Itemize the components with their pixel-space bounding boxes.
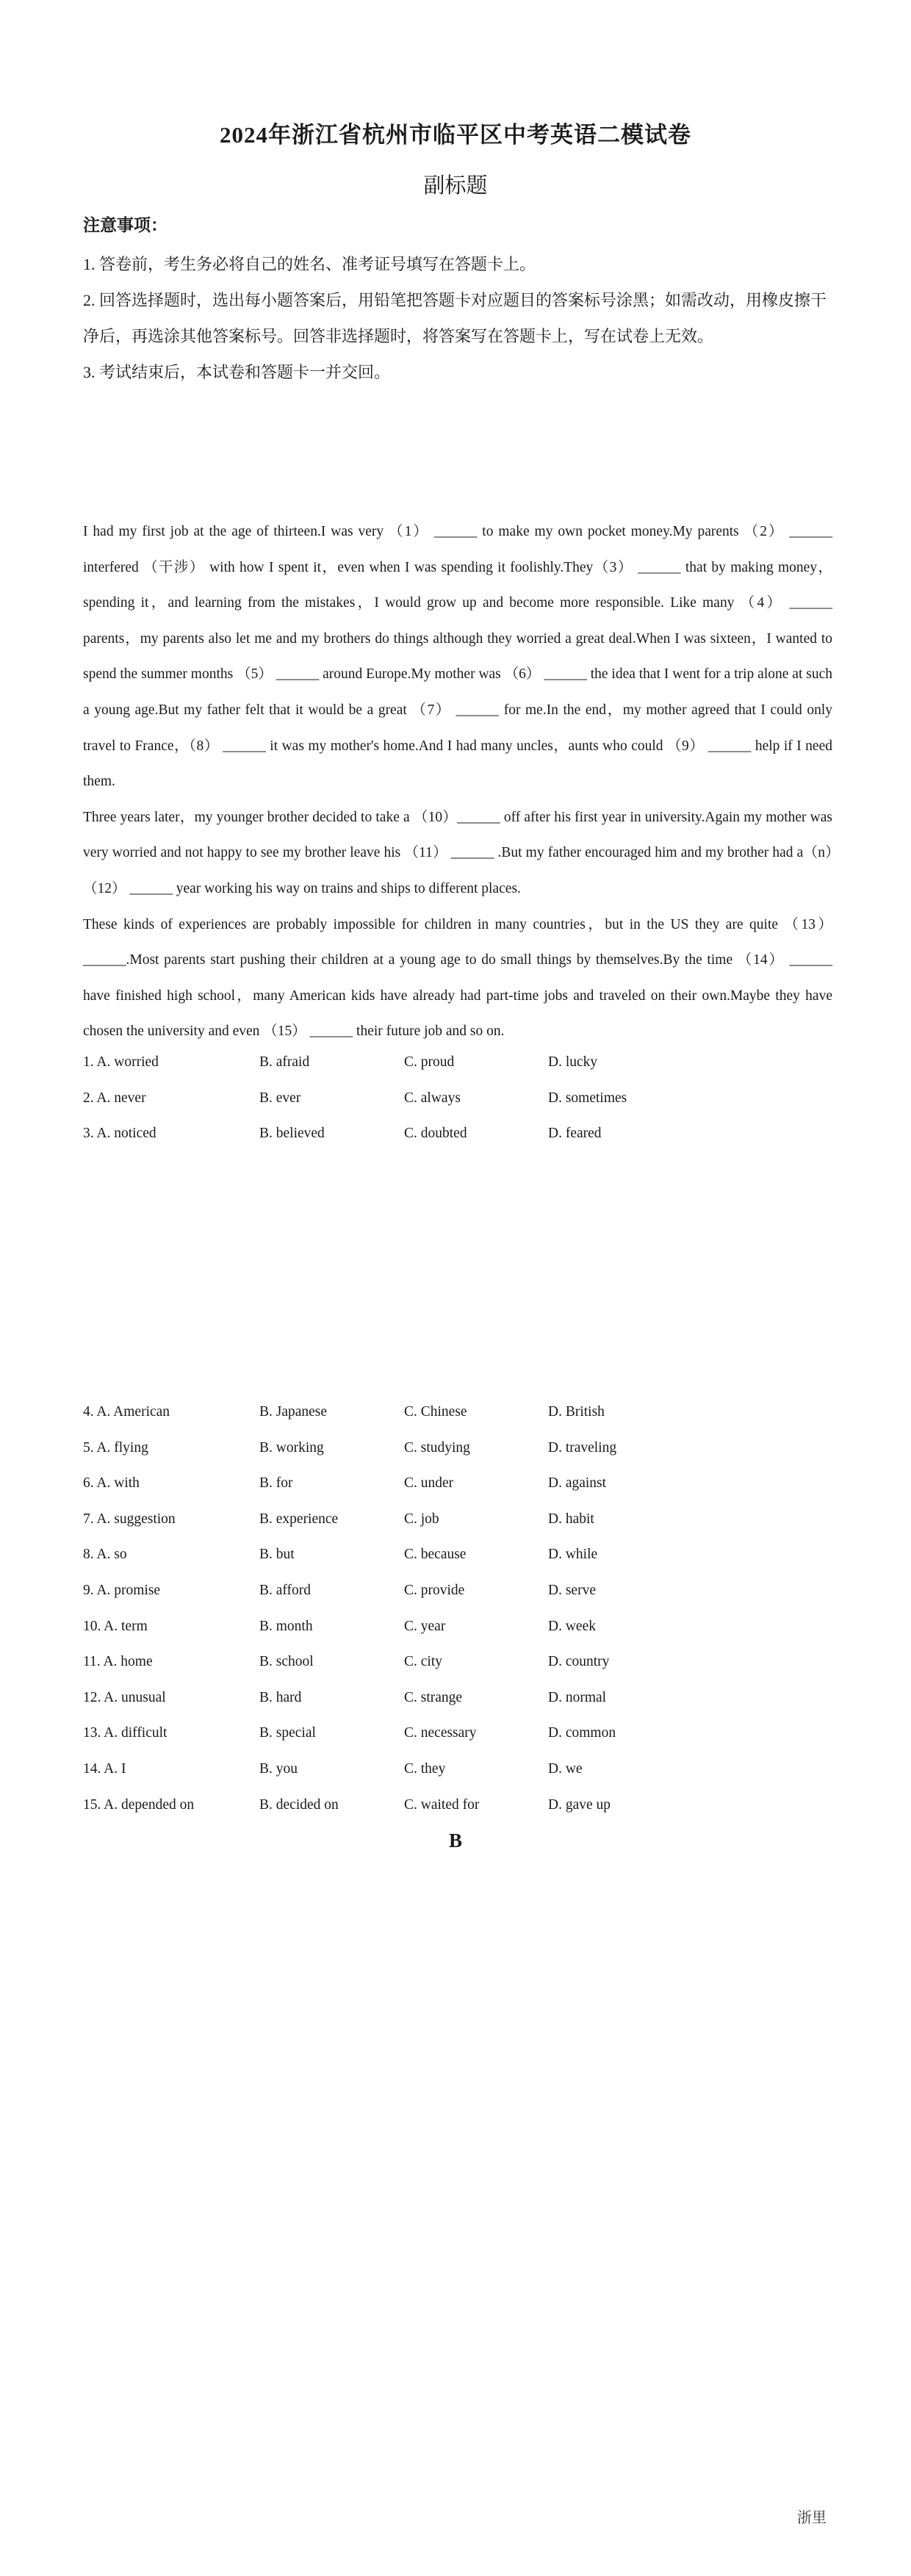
answer-option: D. sometimes — [548, 1090, 627, 1106]
answer-option: D. common — [548, 1725, 616, 1741]
options-group-2 — [83, 1395, 832, 1823]
answer-option: B. but — [259, 1547, 295, 1563]
answer-option: B. special — [259, 1725, 316, 1741]
answer-option: C. proud — [404, 1054, 455, 1070]
answer-option: D. lucky — [548, 1054, 598, 1070]
answer-option: 7. A. suggestion — [83, 1511, 176, 1527]
answer-option: C. always — [404, 1090, 461, 1106]
answer-option: D. country — [548, 1654, 610, 1670]
answer-option: C. studying — [404, 1439, 470, 1456]
answer-option: 2. A. never — [83, 1090, 146, 1106]
answer-option: D. traveling — [548, 1439, 617, 1456]
section-b-heading: B — [448, 1830, 462, 1852]
answer-option: D. while — [548, 1547, 598, 1563]
answer-option: 11. A. home — [83, 1654, 153, 1670]
answer-option: 12. A. unusual — [83, 1689, 166, 1705]
answer-option: C. they — [404, 1760, 446, 1777]
notice-heading: 注意事项： — [83, 216, 168, 234]
answer-option: C. strange — [404, 1689, 463, 1705]
question-row — [83, 1644, 832, 1680]
notice-item: 3. 考试结束后，本试卷和答题卡一并交回。 — [83, 363, 391, 381]
answer-option: B. hard — [259, 1689, 302, 1705]
answer-option: B. afraid — [259, 1054, 310, 1070]
question-row — [83, 1680, 832, 1716]
question-row — [83, 1116, 832, 1152]
answer-option: D. normal — [548, 1689, 607, 1705]
page-subtitle: 副标题 — [423, 174, 488, 198]
answer-option: D. week — [548, 1618, 596, 1634]
answer-option: D. gave up — [548, 1796, 611, 1813]
answer-option: C. necessary — [404, 1725, 477, 1741]
reading-passage — [83, 514, 832, 1050]
answer-option: C. city — [404, 1654, 442, 1670]
question-row — [83, 1716, 832, 1752]
page-title: 2024年浙江省杭州市临平区中考英语二模试卷 — [220, 122, 691, 148]
answer-option: C. waited for — [404, 1796, 480, 1813]
answer-option: C. provide — [404, 1582, 465, 1598]
question-row — [83, 1502, 832, 1538]
answer-option: B. Japanese — [259, 1404, 328, 1420]
answer-option: 10. A. term — [83, 1618, 148, 1634]
answer-option: D. serve — [548, 1582, 596, 1598]
notice-section — [83, 212, 832, 390]
question-row — [83, 1609, 832, 1645]
notice-item: 1. 答卷前，考生务必将自己的姓名、准考证号填写在答题卡上。 — [83, 255, 536, 273]
passage-paragraph: These kinds of experiences are probably impossible for children in many countries，but in the US they are quite （13） ______.Most parents start pushing their children at a young age to do small things by themselves.By the time （14） ______ have finished high school，many American kids have already had part-time jobs and traveled on their own.Maybe they have chosen the university and even （15） ______ their future job and so on. — [83, 916, 832, 1040]
answer-option: C. because — [404, 1547, 467, 1563]
footer-watermark: 浙里 — [797, 2510, 827, 2526]
answer-option: B. for — [259, 1475, 293, 1492]
answer-option: B. you — [259, 1760, 298, 1777]
answer-option: C. Chinese — [404, 1404, 467, 1420]
answer-option: 6. A. with — [83, 1475, 140, 1492]
question-row — [83, 1752, 832, 1788]
answer-option: B. decided on — [259, 1796, 339, 1813]
answer-option: D. British — [548, 1404, 605, 1420]
options-group-1 — [83, 1045, 832, 1152]
passage-paragraph: Three years later，my younger brother decided to take a （10）______ off after his first year in university.Again my mother was very worried and not happy to see my brother leave his （11） ______ .But my father encouraged him and my brother had a（n）（12） ______ year working his way on trains and ships to different places. — [83, 809, 832, 896]
answer-option: 14. A. I — [83, 1760, 126, 1777]
question-row — [83, 1537, 832, 1573]
answer-option: 3. A. noticed — [83, 1126, 156, 1142]
question-row — [83, 1788, 832, 1824]
answer-option: 5. A. flying — [83, 1439, 148, 1456]
passage-paragraph: I had my first job at the age of thirteen.I was very （1） ______ to make my own pocket money.My parents （2） ______ interfered （干涉） with how I spent it，even when I was spending it foolishly.They（3） ______ that by making money，spending it，and learning from the mistakes，I would grow up and become more responsible. Like many （4） ______ parents，my parents also let me and my brothers do things although they worried a great deal.When I was sixteen，I wanted to spend the summer months （5） ______ around Europe.My mother was （6） ______ the idea that I went for a trip alone at such a young age.But my father felt that it would be a great （7） ______ for me.In the end，my mother agreed that I could only travel to France，（8） ______ it was my mother's home.And I had many uncles，aunts who could （9） ______ help if I need them. — [83, 524, 832, 790]
question-row — [83, 1081, 832, 1117]
answer-option: B. believed — [259, 1126, 325, 1142]
notice-item: 2. 回答选择题时，选出每小题答案后，用铅笔把答题卡对应题目的答案标号涂黑；如需改动，用橡皮擦干净后，再选涂其他答案标号。回答非选择题时，将答案写在答题卡上，写在试卷上无效。 — [83, 291, 827, 345]
question-row — [83, 1573, 832, 1609]
question-row — [83, 1045, 832, 1081]
answer-option: 8. A. so — [83, 1547, 127, 1563]
answer-option: D. we — [548, 1760, 583, 1777]
answer-option: D. feared — [548, 1126, 602, 1142]
answer-option: D. habit — [548, 1511, 594, 1527]
answer-option: 15. A. depended on — [83, 1796, 195, 1813]
answer-option: C. under — [404, 1475, 454, 1492]
answer-option: C. year — [404, 1618, 446, 1634]
answer-option: 9. A. promise — [83, 1582, 161, 1598]
question-row — [83, 1395, 832, 1431]
answer-option: D. against — [548, 1475, 607, 1492]
answer-option: C. doubted — [404, 1126, 467, 1142]
answer-option: B. month — [259, 1618, 313, 1634]
answer-option: 4. A. American — [83, 1404, 170, 1420]
question-row — [83, 1466, 832, 1502]
answer-option: B. school — [259, 1654, 314, 1670]
answer-option: 13. A. difficult — [83, 1725, 168, 1741]
answer-option: B. ever — [259, 1090, 301, 1106]
answer-option: B. experience — [259, 1511, 339, 1527]
answer-option: C. job — [404, 1511, 439, 1527]
answer-option: B. afford — [259, 1582, 312, 1598]
answer-option: B. working — [259, 1439, 324, 1456]
question-row — [83, 1431, 832, 1467]
answer-option: 1. A. worried — [83, 1054, 159, 1070]
